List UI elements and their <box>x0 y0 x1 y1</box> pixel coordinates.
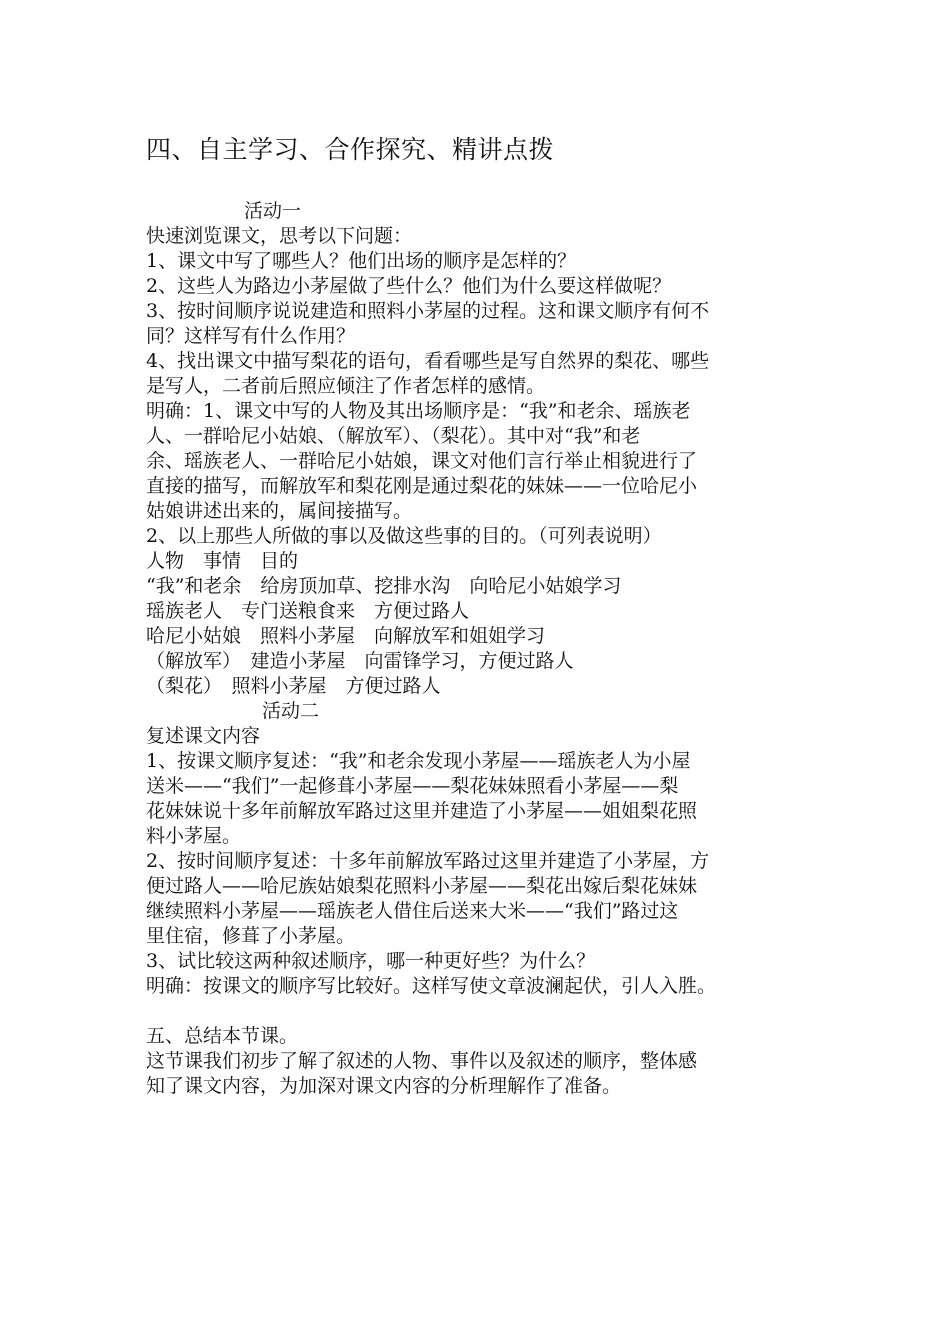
retell-2-line-1: 2、按时间顺序复述：十多年前解放军路过这里并建造了小茅屋，方 <box>146 850 710 872</box>
retell-1-line-3: 花妹妹说十多年前解放军路过这里并建造了小茅屋——姐姐梨花照 <box>146 800 698 822</box>
activity-1-intro: 快速浏览课文，思考以下问题： <box>146 225 413 247</box>
answer-1-line-3: 余、瑶族老人、一群哈尼小姑娘，课文对他们言行举止相貌进行了 <box>146 450 698 472</box>
table-row: （解放军） 建造小茅屋 向雷锋学习，方便过路人 <box>146 650 574 672</box>
retell-2-line-4: 里住宿，修葺了小茅屋。 <box>146 925 356 947</box>
table-row: 瑶族老人 专门送粮食来 方便过路人 <box>146 600 470 622</box>
table-row: 哈尼小姑娘 照料小茅屋 向解放军和姐姐学习 <box>146 625 546 647</box>
question-1: 1、课文中写了哪些人？他们出场的顺序是怎样的？ <box>146 250 577 272</box>
question-3-line-1: 3、按时间顺序说说建造和照料小茅屋的过程。这和课文顺序有何不 <box>146 300 710 322</box>
question-4-line-1: 4、找出课文中描写梨花的语句，看看哪些是写自然界的梨花、哪些 <box>146 350 710 372</box>
question-4-line-2: 是写人，二者前后照应倾注了作者怎样的感情。 <box>146 375 546 397</box>
question-2: 2、这些人为路边小茅屋做了些什么？他们为什么要这样做呢？ <box>146 275 672 297</box>
answer-2: 2、以上那些人所做的事以及做这些事的目的。（可列表说明） <box>146 525 662 547</box>
table-row: （梨花） 照料小茅屋 方便过路人 <box>146 675 441 697</box>
summary-line-2: 知了课文内容，为加深对课文内容的分析理解作了准备。 <box>146 1075 622 1097</box>
activity-1-title: 活动一 <box>244 200 302 222</box>
activity-2-intro: 复述课文内容 <box>146 725 261 747</box>
document-body <box>146 199 836 1099</box>
retell-1-line-1: 1、按课文顺序复述：“我”和老余发现小茅屋——瑶族老人为小屋 <box>146 750 691 772</box>
answer-1-line-2: 人、一群哈尼小姑娘、（解放军）、（梨花）。其中对“我”和老 <box>146 425 641 447</box>
retell-2-line-3: 继续照料小茅屋——瑶族老人借住后送来大米——“我们”路过这 <box>146 900 679 922</box>
compare-answer: 明确：按课文的顺序写比较好。这样写使文章波澜起伏，引人入胜。 <box>146 975 717 997</box>
question-3-line-2: 同？这样写有什么作用？ <box>146 325 356 347</box>
retell-1-line-2: 送米——“我们”一起修葺小茅屋——梨花妹妹照看小茅屋——梨 <box>146 775 679 797</box>
answer-1-line-1: 明确：1、课文中写的人物及其出场顺序是：“我”和老余、瑶族老 <box>146 400 691 422</box>
table-header: 人物 事情 目的 <box>146 550 299 572</box>
section-5-heading: 五、总结本节课。 <box>146 1025 299 1047</box>
table-row: “我”和老余 给房顶加草、挖排水沟 向哈尼小姑娘学习 <box>146 575 622 597</box>
answer-1-line-4: 直接的描写，而解放军和梨花刚是通过梨花的妹妹——一位哈尼小 <box>146 475 698 497</box>
activity-2-title: 活动二 <box>262 700 320 722</box>
answer-1-line-5: 姑娘讲述出来的，属间接描写。 <box>146 500 413 522</box>
retell-2-line-2: 便过路人——哈尼族姑娘梨花照料小茅屋——梨花出嫁后梨花妹妹 <box>146 875 698 897</box>
retell-1-line-4: 料小茅屋。 <box>146 825 242 847</box>
compare-question: 3、试比较这两种叙述顺序，哪一种更好些？为什么？ <box>146 950 596 972</box>
blank-line <box>146 999 836 1024</box>
summary-line-1: 这节课我们初步了解了叙述的人物、事件以及叙述的顺序，整体感 <box>146 1050 698 1072</box>
section-4-heading: 四、自主学习、合作探究、精讲点拨 <box>146 135 555 164</box>
